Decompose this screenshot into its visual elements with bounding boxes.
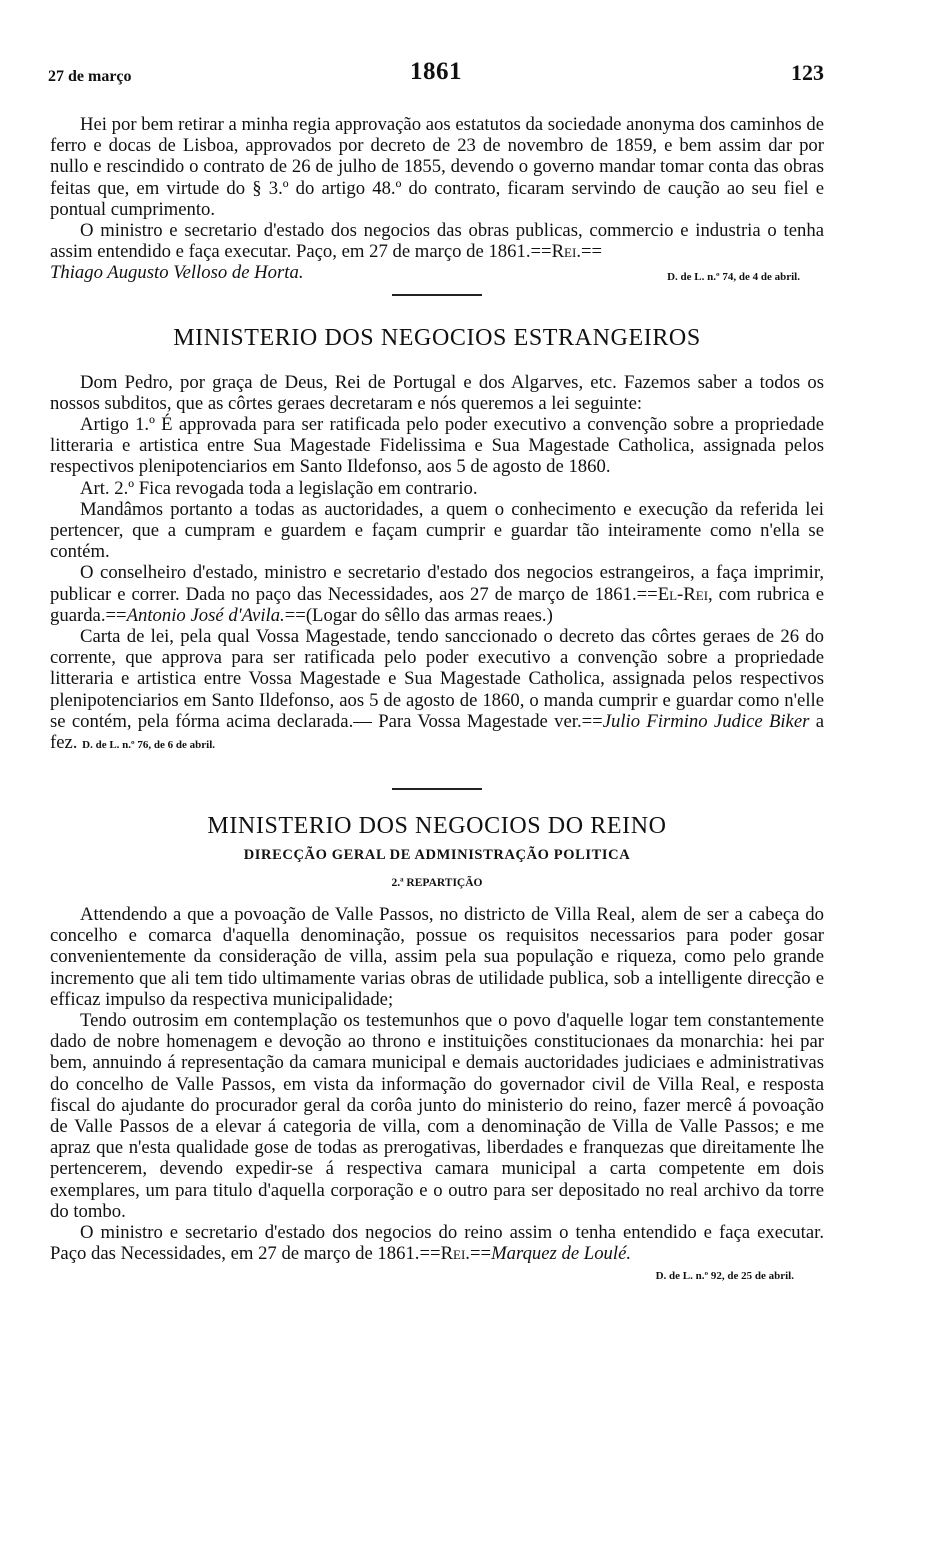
citation: D. de L. n.º 92, de 25 de abril.: [655, 1270, 794, 1283]
paragraph: Attendendo a que a povoação de Valle Passos, no districto de Villa Real, alem de ser a cabeça do concelho e comarca d'aquella denominação, possue os requisitos necessarios para poder gosar convenientemente da consideração de villa, assim pela sua população e riqueza, como pelo grande incremento que ali tem tido ultimamente varias obras de utilidade publica, sob a intelligente direcção e efficaz impulso da respectiva municipalidade;: [50, 903, 824, 1010]
paragraph: Dom Pedro, por graça de Deus, Rei de Portugal e dos Algarves, etc. Fazemos saber a todos os nossos subditos, que as côrtes geraes decretaram e nós queremos a lei seguinte:: [50, 371, 824, 414]
paragraph: Mandâmos portanto a todas as auctoridades, a quem o conhecimento e execução da referida lei pertencer, que a cumpram e guardem e façam cumprir e guardar tão inteiramente como n'ella se contém.: [50, 498, 824, 563]
header-date: 27 de março: [48, 68, 132, 85]
paragraph: Art. 2.º Fica revogada toda a legislação em contrario.: [80, 477, 478, 499]
citation: D. de L. n.º 76, de 6 de abril.: [82, 739, 216, 752]
section-subsubtitle: 2.ª REPARTIÇÃO: [391, 876, 483, 889]
paragraph: Hei por bem retirar a minha regia approvação aos estatutos da sociedade anonyma dos caminhos de ferro e docas de Lisboa, approvados por decreto de 23 de novembro de 1859, e bem assim dar por nullo e rescindido o contrato de 26 de julho de 1855, devendo o governo mandar tomar conta das obras feitas que, em virtude do § 3.º do artigo 48.º do contrato, ficaram servindo de caução ao seu fiel e pontual cumprimento.: [50, 114, 824, 220]
paragraph: Tendo outrosim em contemplação os testemunhos que o povo d'aquelle logar tem constantemente dado de nobre homenagem e devoção ao throno e instituições constitucionaes da monarchia: hei par bem, annuindo á representação da camara municipal e demais auctoridades judiciaes e administrativas do concelho de Valle Passos, em vista da informação do governador civil de Villa Real, e resposta fiscal do ajudante do procurador geral da corôa junto do ministerio do reino, fazer mercê á povoação de Valle Passos de a elevar á categoria de villa, com a denominação de Villa de Valle Passos; e me apraz que n'esta qualidade gose de todas as prerogativas, liberdades e franquezas que direitamente lhe pertencerem, devendo expedir-se á respectiva camara municipal a carta competente em dois exemplares, um para titulo d'aquella corporação e o outro para ser depositado no real archivo da torre do tombo.: [50, 1009, 824, 1222]
section-title: MINISTERIO DOS NEGOCIOS DO REINO: [207, 813, 667, 840]
elrei-abbrev: El-Rei: [657, 583, 709, 605]
text: O conselheiro d'estado, ministro e secretario d'estado dos negocios estrangeiros, a faça imprimir, publicar e correr. Dada no paço das Necessidades, aos 27 de março de 1861.==: [50, 562, 824, 605]
section-kingdom: [50, 813, 824, 1287]
page-number: 123: [791, 60, 824, 85]
paragraph: [50, 626, 824, 756]
page-header: [48, 58, 824, 92]
section-subtitle: DIRECÇÃO GERAL DE ADMINISTRAÇÃO POLITICA: [243, 847, 631, 864]
header-year: 1861: [410, 58, 462, 85]
text: , com rubrica e guarda.==: [50, 583, 824, 626]
paragraph: [50, 1222, 824, 1264]
signature: Antonio José d'Avila.: [126, 604, 285, 626]
text: O ministro e secretario d'estado dos negocios do reino assim o tenha entendido e faça executar. Paço das Necessidades, em 27 de março de 1861.==: [50, 1221, 824, 1265]
text: a fez.: [50, 710, 824, 754]
signature: Marquez de Loulé.: [491, 1243, 632, 1265]
text: ==: [469, 1243, 492, 1265]
citation: D. de L. n.º 74, de 4 de abril.: [667, 271, 800, 284]
signature-line: [50, 262, 824, 284]
rei-abbrev: Rei.: [551, 241, 581, 263]
paragraph: [50, 562, 824, 626]
text: O ministro e secretario d'estado dos negocios das obras publicas, commercio e industria o tenha assim entendido e faça executar. Paço, em 27 de março de 1861.==: [50, 220, 824, 263]
paragraph: Artigo 1.º É approvada para ser ratificada pelo poder executivo a convenção sobre a propriedade litteraria e artistica entre Sua Magestade Fidelissima e Sua Magestade Catholica, assignada pelos respectivos plenipotenciarios em Santo Ildefonso, aos 5 de agosto de 1860.: [50, 414, 824, 478]
decree-railways: [50, 114, 824, 284]
section-title: MINISTERIO DOS NEGOCIOS ESTRANGEIROS: [173, 325, 701, 352]
text: ==: [581, 241, 603, 263]
page-body: [50, 114, 824, 1288]
signature: Thiago Augusto Velloso de Horta.: [50, 262, 304, 284]
rei-abbrev: Rei.: [440, 1243, 470, 1265]
text: Carta de lei, pela qual Vossa Magestade, tendo sanccionado o decreto das côrtes geraes de 26 do corrente, que approva para ser ratificada pelo poder executivo a convenção sobre a propriedade litteraria e artistica entre Vossa Magestade e Sua Magestade Catholica, assignada pelos respectivos plenipotenciarios em Santo Ildefonso, aos 5 de agosto de 1860, o manda cumprir e guardar como n'elle se contém, pela fórma acima declarada.— Para Vossa Magestade ver.==: [50, 626, 824, 732]
section-foreign-affairs: [50, 325, 824, 756]
paragraph: [50, 220, 824, 262]
text: ==(Logar do sêllo das armas reaes.): [284, 604, 553, 626]
signature: Julio Firmino Judice Biker: [602, 710, 810, 732]
